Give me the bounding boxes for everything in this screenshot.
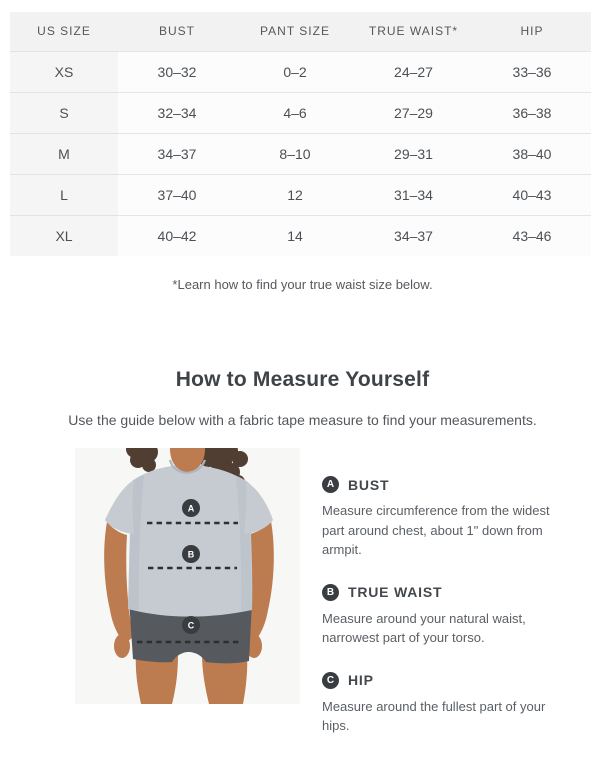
table-header-row — [10, 12, 591, 51]
table-cell: 24–27 — [354, 51, 473, 92]
table-cell: 36–38 — [473, 92, 591, 133]
size-chart-section — [10, 12, 595, 256]
table-cell: 40–42 — [118, 215, 236, 256]
shirt-shape — [128, 465, 252, 617]
table-cell: 12 — [236, 174, 354, 215]
guide-description-hip: Measure around the fullest part of your hips. — [322, 698, 546, 733]
table-row — [10, 92, 591, 133]
table-cell: 32–34 — [118, 92, 236, 133]
table-header-us-size: US SIZE — [10, 12, 118, 51]
table-cell: 31–34 — [354, 174, 473, 215]
table-cell: 38–40 — [473, 133, 591, 174]
table-cell: 14 — [236, 215, 354, 256]
guide-label-true-waist: TRUE WAIST — [348, 584, 443, 600]
table-cell: 4–6 — [236, 92, 354, 133]
table-header-bust: BUST — [118, 12, 236, 51]
table-header-true-waist: TRUE WAIST* — [354, 12, 473, 51]
table-header-pant-size: PANT SIZE — [236, 12, 354, 51]
guide-label-hip: HIP — [348, 672, 374, 688]
bust-badge-icon: A — [322, 476, 339, 493]
table-cell: 27–29 — [354, 92, 473, 133]
table-row — [10, 174, 591, 215]
measurement-figure — [75, 448, 300, 704]
guide-item-bust — [322, 476, 580, 560]
measure-section-title: How to Measure Yourself — [175, 368, 430, 391]
size-chart-table — [10, 12, 591, 256]
table-cell: 8–10 — [236, 133, 354, 174]
table-row — [10, 215, 591, 256]
table-cell: 37–40 — [118, 174, 236, 215]
table-header-hip: HIP — [473, 12, 591, 51]
guide-description-true-waist: Measure around your natural waist, narrowest part of your torso. — [322, 610, 526, 645]
table-cell: 30–32 — [118, 51, 236, 92]
guide-description-bust: Measure circumference from the widest part around chest, about 1" down from armpit. — [322, 503, 550, 557]
measure-section-subtitle: Use the guide below with a fabric tape measure to find your measurements. — [68, 412, 537, 428]
table-row — [10, 133, 591, 174]
table-cell: 0–2 — [236, 51, 354, 92]
table-cell-size: XS — [10, 51, 118, 92]
guide-item-true-waist — [322, 584, 580, 648]
true-waist-footnote: *Learn how to find your true waist size below. — [172, 277, 433, 292]
table-cell-size: S — [10, 92, 118, 133]
marker-c-letter: C — [187, 620, 195, 631]
measure-guide-figure-image — [75, 448, 300, 704]
table-cell: 29–31 — [354, 133, 473, 174]
table-cell-size: XL — [10, 215, 118, 256]
guide-item-hip — [322, 672, 580, 736]
table-cell-size: L — [10, 174, 118, 215]
guide-label-bust: BUST — [348, 476, 390, 493]
table-cell-size: M — [10, 133, 118, 174]
table-cell: 33–36 — [473, 51, 591, 92]
table-row — [10, 51, 591, 92]
hip-badge-icon: C — [322, 672, 339, 689]
marker-a-letter: A — [187, 503, 195, 514]
table-cell: 34–37 — [118, 133, 236, 174]
table-cell: 34–37 — [354, 215, 473, 256]
marker-b-letter: B — [187, 549, 195, 560]
table-cell: 43–46 — [473, 215, 591, 256]
true-waist-badge-icon: B — [322, 584, 339, 601]
table-cell: 40–43 — [473, 174, 591, 215]
